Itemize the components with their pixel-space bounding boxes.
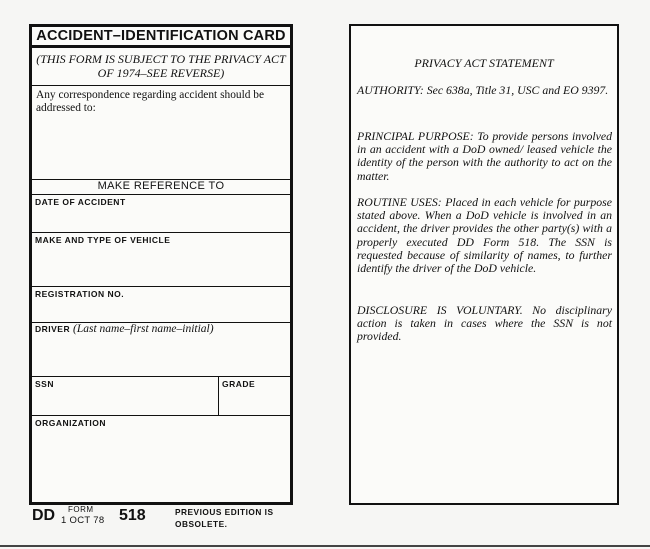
page-bottom-divider xyxy=(0,545,650,547)
form-date: 1 OCT 78 xyxy=(61,515,105,526)
principal-purpose-paragraph: PRINCIPAL PURPOSE: To provide persons involved in an accident with a DoD owned/ leased vehicle the identity of the person with the authority to act on the matter. xyxy=(357,129,612,183)
form-number: 518 xyxy=(119,507,146,524)
vehicle-make-type-label: MAKE AND TYPE OF VEHICLE xyxy=(35,235,171,245)
form-word-label: FORM xyxy=(68,505,94,514)
make-reference-header: MAKE REFERENCE TO xyxy=(32,179,290,195)
grade-label: GRADE xyxy=(222,379,256,389)
driver-label-text: DRIVER xyxy=(35,324,71,334)
privacy-act-statement-card xyxy=(349,24,619,505)
ssn-label: SSN xyxy=(35,379,54,389)
authority-paragraph: AUTHORITY: Sec 638a, Title 31, USC and EO 9397. xyxy=(357,83,609,97)
grade-field[interactable] xyxy=(219,377,290,416)
previous-edition-note: PREVIOUS EDITION IS OBSOLETE. xyxy=(175,507,274,529)
correspondence-address-area[interactable] xyxy=(32,117,290,179)
vehicle-make-type-field[interactable] xyxy=(32,233,290,287)
driver-name-field[interactable] xyxy=(32,323,290,377)
form-dd-label: DD xyxy=(32,507,56,524)
driver-label xyxy=(35,323,214,335)
registration-number-label: REGISTRATION NO. xyxy=(35,289,125,299)
routine-uses-paragraph: ROUTINE USES: Placed in each vehicle for purpose stated above. When a DoD vehicle is involved in an accident, the driver provides the other party(s) with a properly executed DD Form 518. The SSN is requested because of similarity of names, to further identify the driver of the DoD vehicle. xyxy=(357,195,612,276)
date-of-accident-field[interactable] xyxy=(32,195,290,233)
privacy-act-heading: PRIVACY ACT STATEMENT xyxy=(414,56,554,70)
card-title: ACCIDENT–IDENTIFICATION CARD xyxy=(32,27,290,48)
ssn-field[interactable] xyxy=(32,377,219,416)
accident-identification-card xyxy=(29,24,293,505)
disclosure-paragraph: DISCLOSURE IS VOLUNTARY. No disciplinary action is taken in cases where the SSN is not provided. xyxy=(357,303,612,344)
correspondence-instruction: Any correspondence regarding accident should be addressed to: xyxy=(36,89,265,114)
privacy-act-note: (THIS FORM IS SUBJECT TO THE PRIVACY ACT OF 1974–SEE REVERSE) xyxy=(32,48,290,86)
registration-number-field[interactable] xyxy=(32,287,290,323)
driver-name-format-hint: (Last name–first name–initial) xyxy=(73,323,214,335)
date-of-accident-label: DATE OF ACCIDENT xyxy=(35,197,126,207)
organization-label: ORGANIZATION xyxy=(35,418,107,428)
organization-field[interactable] xyxy=(32,416,290,502)
